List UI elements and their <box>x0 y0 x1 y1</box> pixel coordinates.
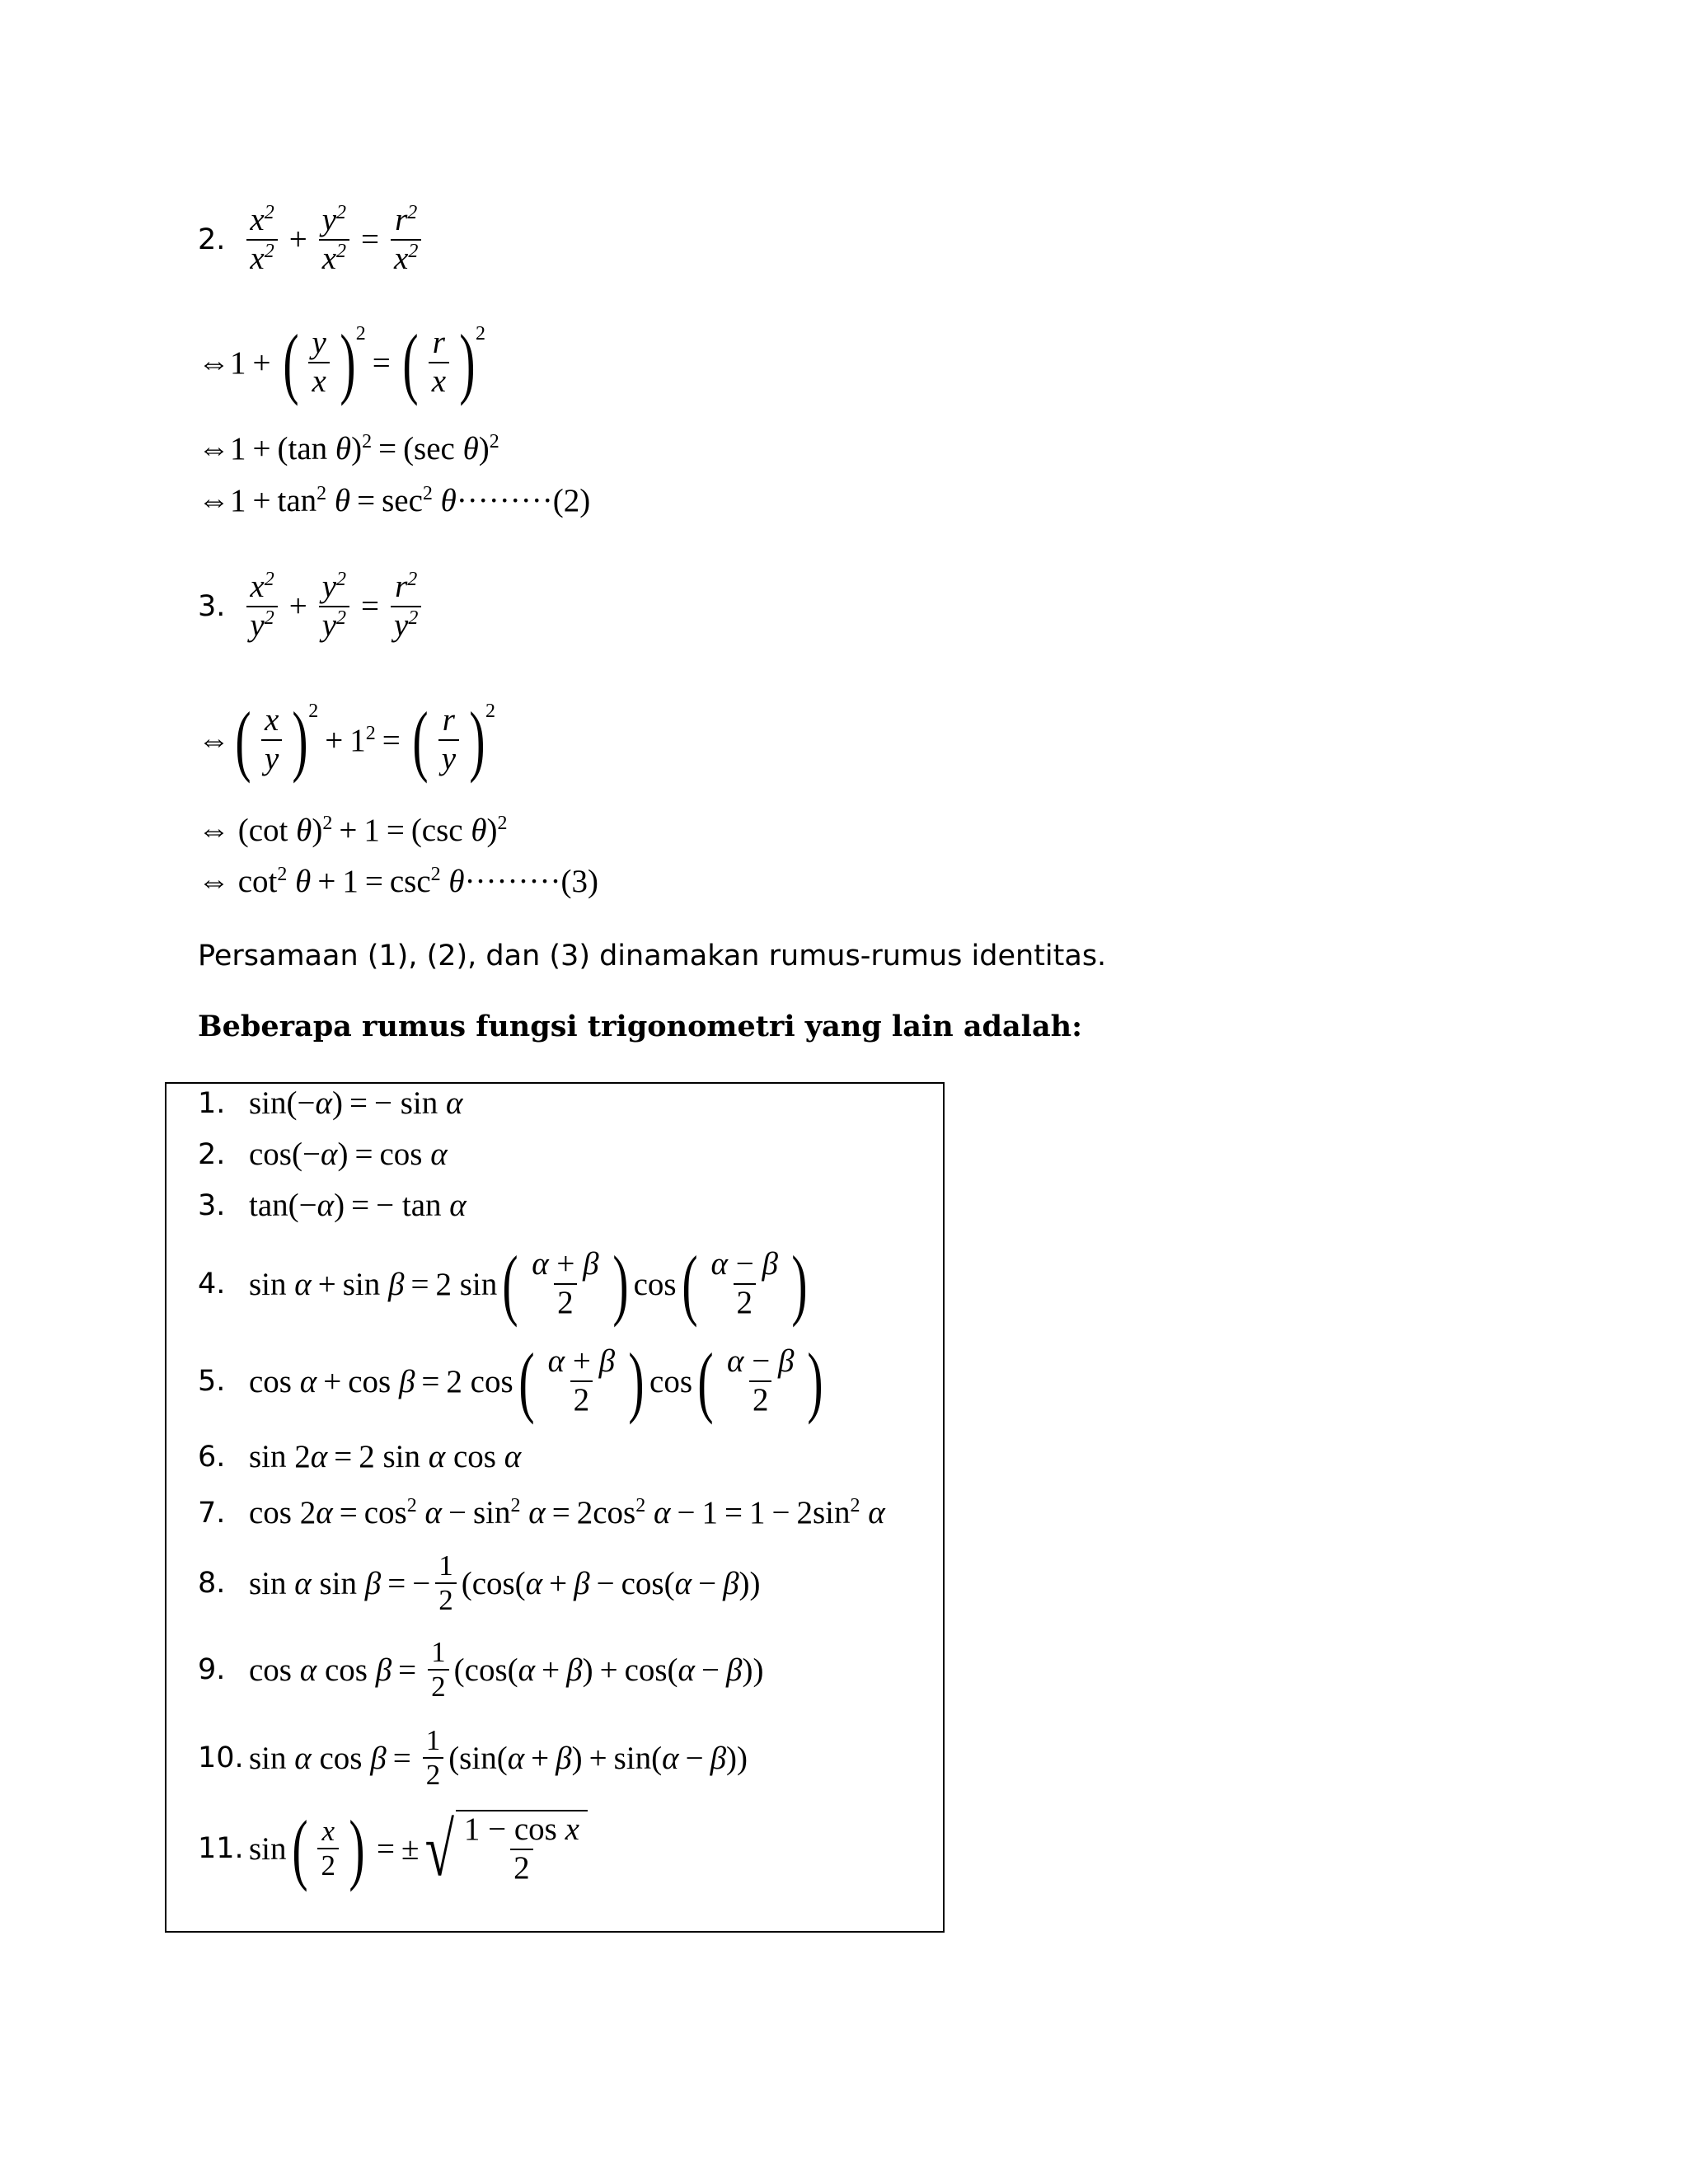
item-number: 11. <box>198 1832 244 1865</box>
item-number: 2. <box>198 223 226 256</box>
eq3-line2: ⇔ ( $\frac{x}{y}$ ) 2 + $1^2$ = ( $\frac{r}{y}$ ) 2 <box>198 696 495 784</box>
formula-5: 5. cos α + cos β = 2 cos ( $\frac{\alpha + \beta}{2}$ ) cos ( $\frac{\alpha - \beta}{2}$ ) <box>198 1337 823 1425</box>
eq2-line3: ⇔1 + (tan θ)$^2$ = (sec θ)$^2$ <box>198 431 499 466</box>
formula-8: 8. sin α sin β = − $\frac{1}{2}$ (cos(α + β − cos(α − β)) <box>198 1549 761 1617</box>
identity-paragraph: Persamaan (1), (2), dan (3) dinamakan rumus-rumus identitas. <box>198 940 1107 972</box>
item-number: 1. <box>198 1086 226 1120</box>
fraction: $\frac{r^2}{y^2}$ <box>391 569 421 644</box>
item-number: 9. <box>198 1653 226 1687</box>
formula-10: 10. sin α cos β = $\frac{1}{2}$ (sin(α + β) + sin(α − β)) <box>198 1724 748 1792</box>
formula-11: 11. sin ( $\frac{x}{2}$ ) = ± √ $\frac{\text{1 − cos x}}{2}$ <box>198 1809 588 1888</box>
dots: ········· <box>456 483 553 518</box>
item-number: 3. <box>198 1188 226 1222</box>
eq3-line4: ⇔ $\cot^2 \theta + 1 = \csc^2 \theta$ ········· (3) <box>198 864 598 899</box>
item-number: 6. <box>198 1440 226 1474</box>
item-number: 7. <box>198 1496 226 1530</box>
iff-symbol: ⇔ <box>198 722 230 758</box>
sqrt-expression: √ $\frac{\text{1 − cos x}}{2}$ <box>419 1810 588 1887</box>
dots: ········· <box>464 864 561 899</box>
item-number: 5. <box>198 1365 226 1398</box>
item-number: 3. <box>198 589 226 623</box>
formula-6: 6. sin 2α = 2 sin α cos α <box>198 1439 522 1474</box>
eq2-line1: 2. $\frac{x^2}{x^2}$ + $\frac{y^2}{x^2}$ = $\frac{r^2}{x^2}$ <box>198 202 426 278</box>
bracket-group: ( $\frac{r}{x}$ ) 2 <box>402 318 485 406</box>
equation-tag: (3) <box>560 864 598 899</box>
eq3-line3: ⇔ (cot θ)$^2$ + 1 = (csc θ)$^2$ <box>198 813 508 848</box>
fraction: $\frac{x^2}{x^2}$ <box>246 202 277 278</box>
eq2-line2: ⇔ 1 + ( $\frac{y}{x}$ ) 2 = ( $\frac{r}{x}$ ) 2 <box>198 318 485 406</box>
formula-7: 7. $\cos 2\alpha = \cos^2 \alpha - \sin^2 \alpha = 2\cos^2$ $\alpha - 1 = 1 - 2\sin^2$ α <box>198 1495 885 1530</box>
formula-4: 4. sin α + sin β = 2 sin ( $\frac{\alpha + \beta}{2}$ ) cos ( $\frac{\alpha - \beta}{2}$ ) <box>198 1240 808 1328</box>
fraction: $\frac{r^2}{x^2}$ <box>391 202 421 278</box>
iff-symbol: ⇔ <box>198 344 230 381</box>
formula-3: 3. tan(−α) = − tan α <box>198 1188 467 1223</box>
formula-9: 9. cos α cos β = $\frac{1}{2}$ (cos(α + β) + cos(α − β)) <box>198 1636 764 1704</box>
item-number: 10. <box>198 1741 244 1775</box>
item-number: 2. <box>198 1137 226 1171</box>
bracket-group: ( $\frac{y}{x}$ ) 2 <box>282 318 366 406</box>
item-number: 8. <box>198 1567 226 1601</box>
bracket-group: ( $\frac{x}{y}$ ) 2 <box>235 696 319 784</box>
fraction: $\frac{y^2}{y^2}$ <box>319 569 349 644</box>
equation-tag: (2) <box>552 483 591 518</box>
formula-1: 1. sin(−α) = − sin α <box>198 1085 463 1121</box>
fraction: $\frac{y^2}{x^2}$ <box>319 202 349 278</box>
formula-heading: Beberapa rumus fungsi trigonometri yang lain adalah: <box>198 1010 1083 1043</box>
eq2-line4: ⇔1 + $\tan^2 \theta = \sec^2 \theta$ ········· (2) <box>198 483 591 518</box>
fraction: $\frac{x^2}{y^2}$ <box>246 569 277 644</box>
formula-2: 2. cos(−α) = cos α <box>198 1137 448 1172</box>
bracket-group: ( $\frac{r}{y}$ ) 2 <box>412 696 495 784</box>
item-number: 4. <box>198 1268 226 1301</box>
eq3-line1: 3. $\frac{x^2}{y^2}$ + $\frac{y^2}{y^2}$ = $\frac{r^2}{y^2}$ <box>198 569 426 644</box>
